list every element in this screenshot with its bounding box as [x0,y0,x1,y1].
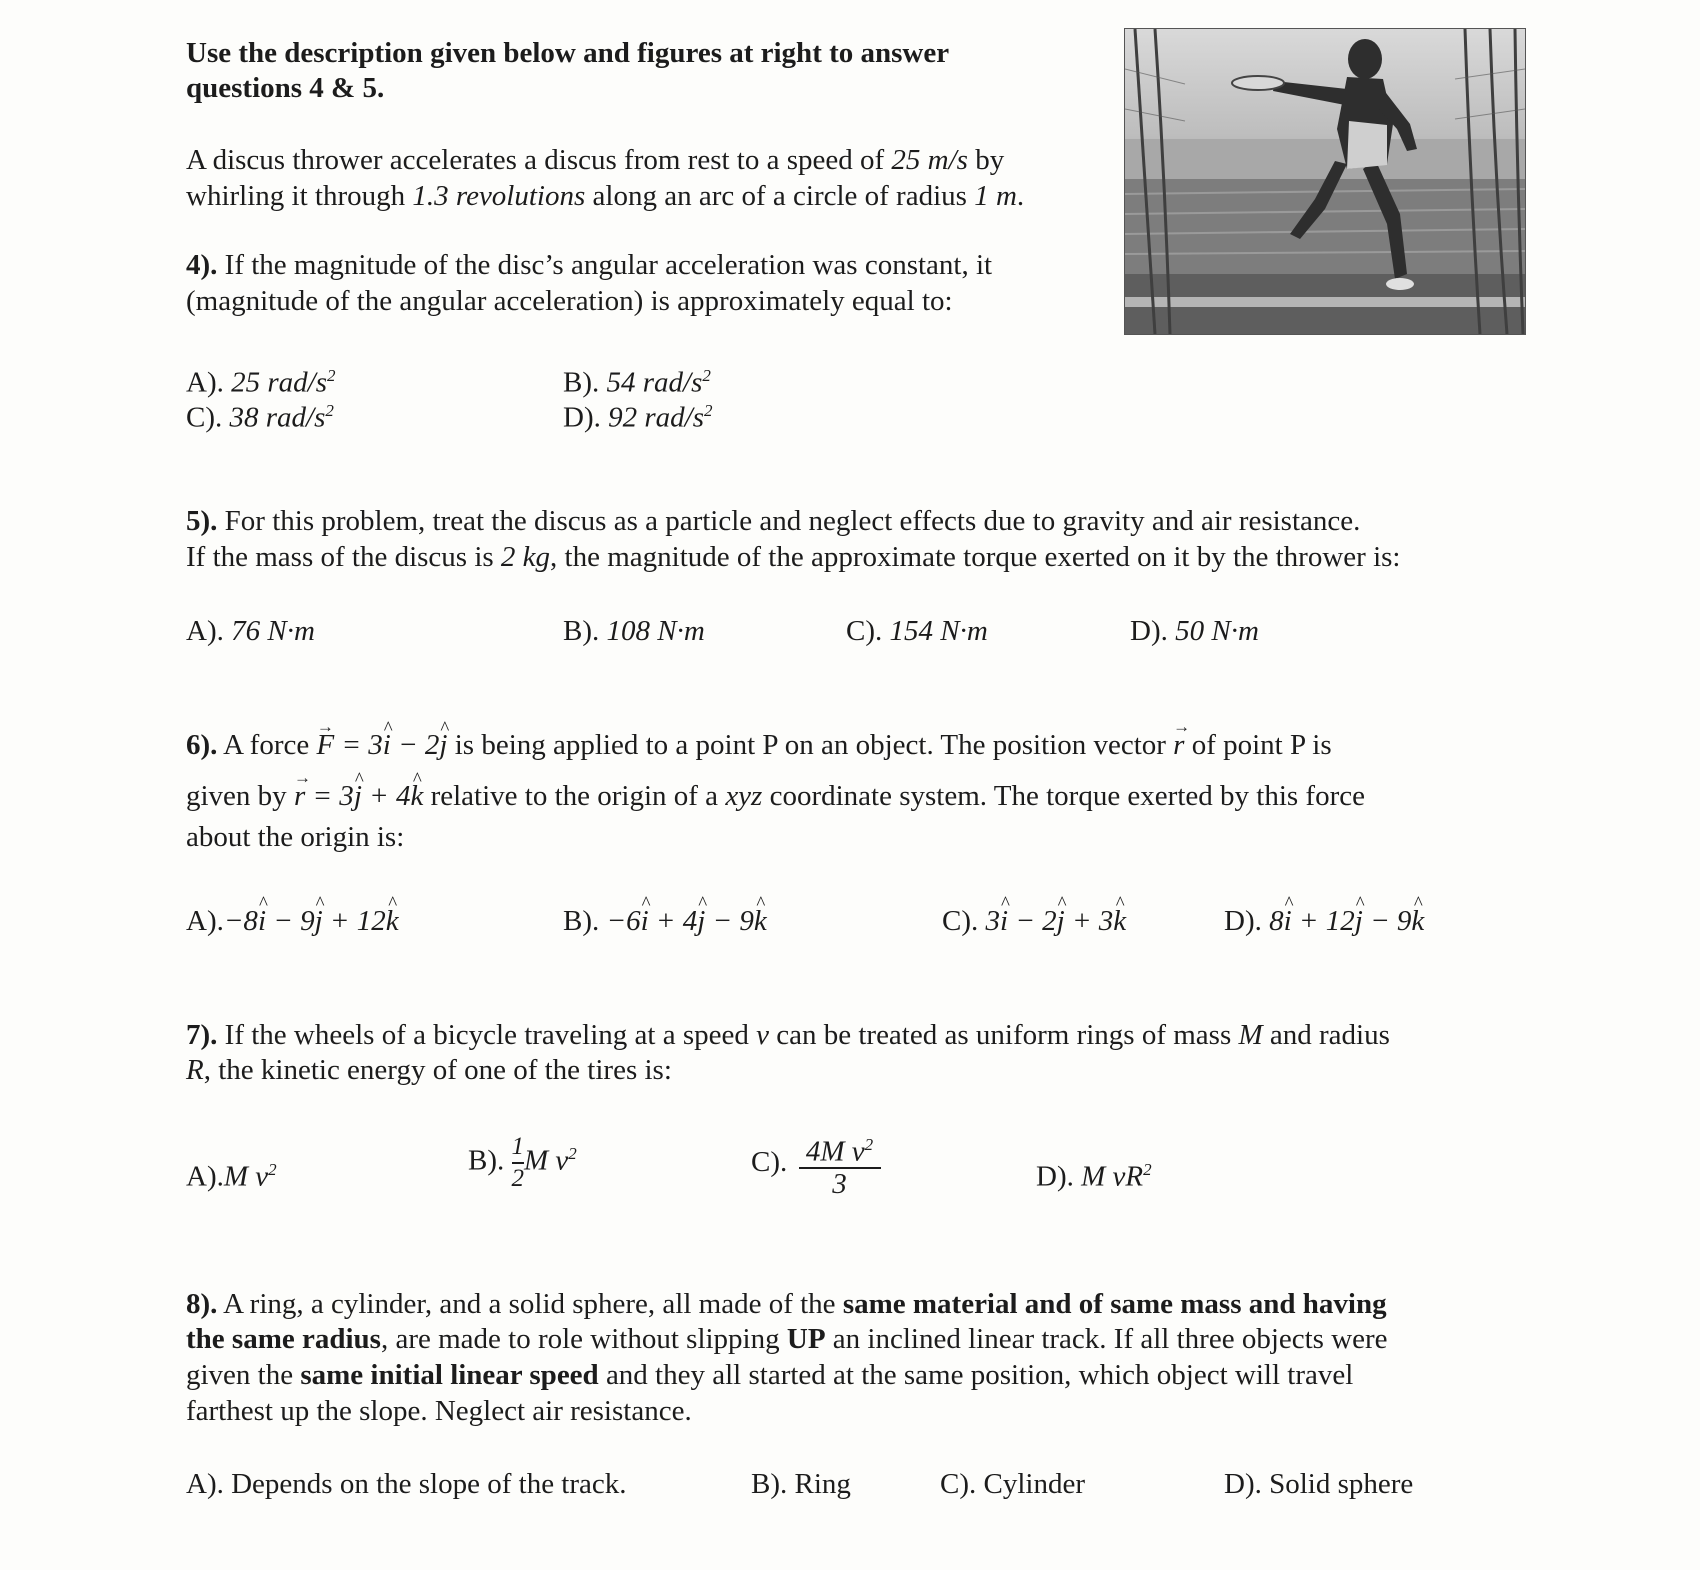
question-4-line-1: 4). If the magnitude of the disc’s angular acceleration was constant, it [186,249,993,281]
question-8-line-2: the same radius, are made to role without slipping UP an inclined linear track. If all three objects were [186,1323,1388,1355]
q7-choice-b[interactable]: B). $\frac{1}{2}$ M $v^2$ [468,1133,577,1192]
description-line-2: whirling it through 1.3 revolutions along an arc of a circle of radius 1 m. [186,180,1025,212]
intro-line-1: Use the description given below and figures at right to answer [186,37,950,69]
question-8-line-3: given the same initial linear speed and they all started at the same position, which object will travel [186,1359,1354,1391]
question-5-line-2: If the mass of the discus is 2 kg, the magnitude of the approximate torque exerted on it by the thrower is: [186,541,1401,573]
question-5-line-1: 5). For this problem, treat the discus as a particle and neglect effects due to gravity and air resistance. [186,505,1361,537]
question-6-line-1: 6). A force → F = 3^ i − 2^ j is being applied to a point P on an object. The position vector → r of point P is [186,728,1332,763]
q7-choice-a[interactable]: A).M $v^2$ [186,1160,277,1193]
q5-choice-d[interactable]: D). 50 N·m [1130,615,1259,647]
discus-thrower-photo [1124,28,1526,335]
question-6-line-3: about the origin is: [186,821,405,853]
q5-choice-b[interactable]: B). 108 N·m [563,615,705,647]
q4-choice-a[interactable]: A). 25 rad/$s^2$ [186,366,336,399]
question-7-line-2: R, the kinetic energy of one of the tires is: [186,1054,672,1086]
q7-choice-c[interactable]: C). $\frac{4M v^2}{3}$ [751,1130,881,1199]
question-7-line-1: 7). If the wheels of a bicycle traveling at a speed v can be treated as uniform rings of mass M and radius [186,1019,1390,1051]
q8-choice-a[interactable]: A). Depends on the slope of the track. [186,1468,627,1500]
question-4-line-2: (magnitude of the angular acceleration) is approximately equal to: [186,285,953,317]
q4-choice-c[interactable]: C). 38 rad/$s^2$ [186,401,334,434]
q6-choice-a[interactable]: A).−8^ i − 9^ j + 12^ k [186,903,399,939]
discus-thrower-image [1125,29,1525,334]
description-line-1: A discus thrower accelerates a discus from rest to a speed of 25 m/s by [186,144,1005,176]
question-8-line-4: farthest up the slope. Neglect air resistance. [186,1395,692,1427]
q5-choice-c[interactable]: C). 154 N·m [846,615,988,647]
intro-line-2: questions 4 & 5. [186,72,385,104]
q8-choice-d[interactable]: D). Solid sphere [1224,1468,1414,1500]
question-8-line-1: 8). A ring, a cylinder, and a solid sphere, all made of the same material and of same mass and having [186,1288,1387,1320]
q4-choice-d[interactable]: D). 92 rad/$s^2$ [563,401,713,434]
q6-choice-c[interactable]: C). 3^ i − 2^ j + 3^ k [942,903,1126,939]
q4-choice-b[interactable]: B). 54 rad/$s^2$ [563,366,711,399]
q6-choice-d[interactable]: D). 8^ i + 12^ j − 9^ k [1224,903,1424,939]
q6-choice-b[interactable]: B). −6^ i + 4^ j − 9^ k [563,903,767,939]
q5-choice-a[interactable]: A). 76 N·m [186,615,315,647]
q8-choice-b[interactable]: B). Ring [751,1468,851,1500]
question-6-line-2: given by → r = 3^ j + 4^ k relative to the origin of a xyz coordinate system. The torque exerted by this force [186,779,1365,814]
q8-choice-c[interactable]: C). Cylinder [940,1468,1085,1500]
q7-choice-d[interactable]: D). M $vR^2$ [1036,1160,1152,1193]
